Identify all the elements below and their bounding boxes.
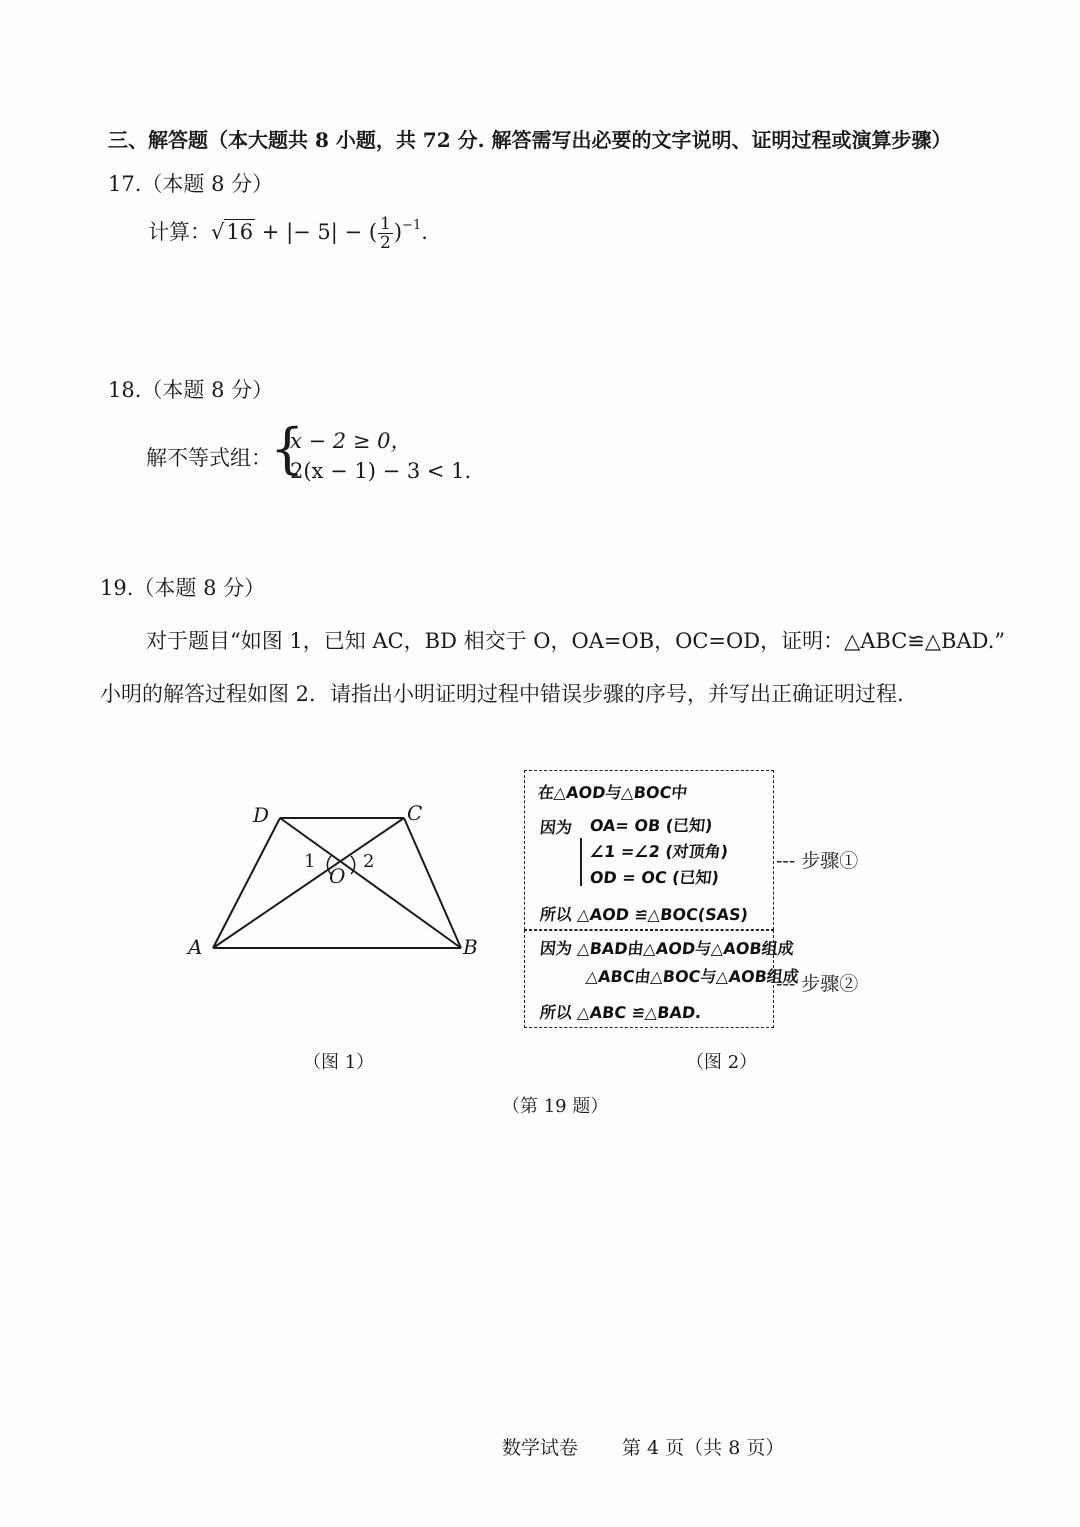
figure2-caption: （图 2） xyxy=(686,1052,758,1073)
hw-line-9: 所以 △ABC ≌△BAD. xyxy=(538,1003,703,1022)
hw-line-7: 因为 △BAD由△AOD与△AOB组成 xyxy=(538,939,795,958)
step2-label: --- 步骤② xyxy=(776,973,859,995)
step1-label: --- 步骤① xyxy=(776,850,859,872)
hw-line-6: 所以 △AOD ≌△BOC(SAS) xyxy=(538,905,749,924)
section-heading: 三、解答题（本大题共 8 小题，共 72 分. 解答需写出必要的文字说明、证明过程或演算步骤） xyxy=(108,128,952,152)
q18-ineq1: x − 2 ≥ 0， xyxy=(290,429,412,453)
point-c: C xyxy=(407,801,423,825)
point-a: A xyxy=(188,935,203,959)
q17-period: . xyxy=(421,220,428,244)
footer-subject: 数学试卷 xyxy=(502,1437,579,1459)
q17-minus: − ( xyxy=(337,220,378,244)
point-b: B xyxy=(463,935,478,959)
q17-exponent: −1 xyxy=(402,218,422,233)
q18-prefix: 解不等式组： xyxy=(146,446,272,470)
frac-numerator: 1 xyxy=(380,214,391,234)
q17-expression xyxy=(148,215,428,252)
side-ad xyxy=(213,818,280,948)
brace-line xyxy=(580,838,582,886)
hw-line-2: 因为 xyxy=(538,818,573,837)
q17-prefix: 计算： xyxy=(148,220,211,244)
q17-fraction xyxy=(378,215,393,252)
point-o: O xyxy=(329,864,346,888)
q18-title: 18.（本题 8 分） xyxy=(108,378,274,402)
frac-denominator: 2 xyxy=(380,233,391,253)
hw-line-5: OD = OC (已知) xyxy=(588,868,720,887)
angle2-label: 2 xyxy=(363,851,375,872)
figure1-caption: （图 1） xyxy=(303,1052,375,1073)
q17-plus: + xyxy=(255,220,287,244)
footer-page: 第 4 页（共 8 页） xyxy=(622,1437,785,1459)
figures-caption: （第 19 题） xyxy=(502,1096,609,1117)
hw-line-4: ∠1 =∠2 (对顶角) xyxy=(588,842,730,861)
q17-abs: |− 5| xyxy=(286,220,338,244)
hw-line-1: 在△AOD与△BOC中 xyxy=(536,783,689,802)
q18-ineq2: 2(x − 1) − 3 < 1. xyxy=(290,459,472,483)
point-d: D xyxy=(253,803,270,827)
sqrt-radicand: 16 xyxy=(226,220,254,244)
hw-line-8: △ABC由△BOC与△AOB组成 xyxy=(584,967,800,986)
q17-close: ) xyxy=(393,220,403,244)
q18-brace: { xyxy=(270,417,305,480)
angle1-label: 1 xyxy=(304,851,316,872)
hw-line-3: OA= OB (已知) xyxy=(588,816,714,835)
q17-title: 17.（本题 8 分） xyxy=(108,172,274,196)
figure1-diagram xyxy=(180,790,500,970)
q19-title: 19.（本题 8 分） xyxy=(100,576,266,600)
q19-line2: 小明的解答过程如图 2．请指出小明证明过程中错误步骤的序号，并写出正确证明过程. xyxy=(100,682,904,706)
sqrt-sign: √ xyxy=(211,220,225,244)
q19-line1: 对于题目“如图 1，已知 AC，BD 相交于 O，OA=OB，OC=OD，证明：△ABC≌△BAD.” xyxy=(146,629,1006,653)
